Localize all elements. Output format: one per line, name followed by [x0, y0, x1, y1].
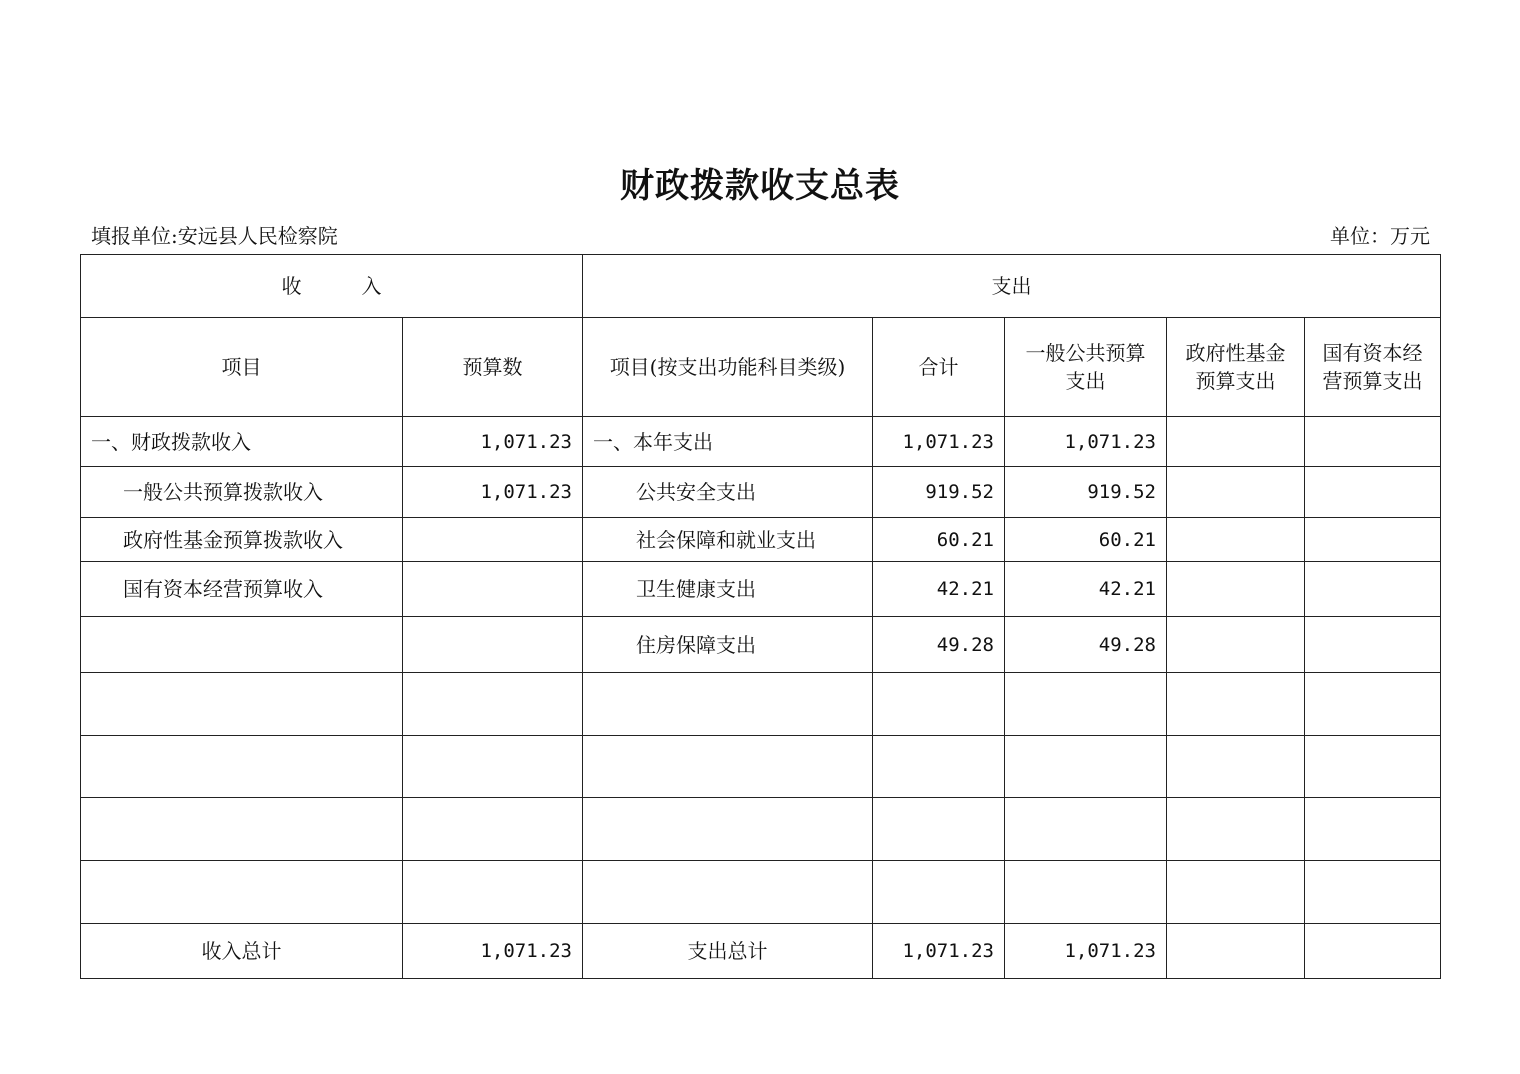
expense-state — [1305, 562, 1441, 617]
income-item: 政府性基金预算拨款收入 — [81, 518, 403, 562]
expense-item: 卫生健康支出 — [583, 562, 873, 617]
expense-total: 919.52 — [873, 467, 1005, 518]
expense-fund-total — [1167, 924, 1305, 979]
header-expense-item: 项目(按支出功能科目类级) — [583, 318, 873, 417]
income-total-value: 1,071.23 — [403, 924, 583, 979]
expense-general: 919.52 — [1005, 467, 1167, 518]
totals-row — [81, 924, 1441, 979]
currency-unit: 单位：万元 — [1330, 224, 1430, 248]
expense-total-value: 1,071.23 — [873, 924, 1005, 979]
income-budget — [403, 617, 583, 673]
empty-row — [81, 861, 1441, 924]
income-item: 一、财政拨款收入 — [81, 417, 403, 467]
table-row — [81, 467, 1441, 518]
page-title: 财政拨款收支总表 — [620, 166, 900, 206]
expense-general: 42.21 — [1005, 562, 1167, 617]
expense-fund — [1167, 518, 1305, 562]
income-item — [81, 617, 403, 673]
table-row — [81, 417, 1441, 467]
expense-general: 49.28 — [1005, 617, 1167, 673]
expense-fund — [1167, 467, 1305, 518]
expense-state — [1305, 617, 1441, 673]
empty-row — [81, 673, 1441, 736]
header-row-group — [81, 255, 1441, 318]
table-row — [81, 562, 1441, 617]
table-row — [81, 617, 1441, 673]
income-budget — [403, 518, 583, 562]
expense-item: 社会保障和就业支出 — [583, 518, 873, 562]
income-total-label: 收入总计 — [81, 924, 403, 979]
header-general-budget: 一般公共预算支出 — [1005, 318, 1167, 417]
header-state-capital: 国有资本经营预算支出 — [1305, 318, 1441, 417]
header-total: 合计 — [873, 318, 1005, 417]
expense-general-total: 1,071.23 — [1005, 924, 1167, 979]
expense-total: 1,071.23 — [873, 417, 1005, 467]
table-row — [81, 518, 1441, 562]
header-fund-budget: 政府性基金预算支出 — [1167, 318, 1305, 417]
reporting-unit: 填报单位:安远县人民检察院 — [91, 224, 338, 248]
expense-state — [1305, 467, 1441, 518]
expense-state-total — [1305, 924, 1441, 979]
expense-total: 60.21 — [873, 518, 1005, 562]
income-budget: 1,071.23 — [403, 417, 583, 467]
expense-total: 42.21 — [873, 562, 1005, 617]
income-budget: 1,071.23 — [403, 467, 583, 518]
expense-fund — [1167, 562, 1305, 617]
header-item: 项目 — [81, 318, 403, 417]
expense-state — [1305, 417, 1441, 467]
expense-general: 1,071.23 — [1005, 417, 1167, 467]
expense-total-label: 支出总计 — [583, 924, 873, 979]
expense-total: 49.28 — [873, 617, 1005, 673]
header-budget: 预算数 — [403, 318, 583, 417]
income-item: 一般公共预算拨款收入 — [81, 467, 403, 518]
expense-item: 公共安全支出 — [583, 467, 873, 518]
income-item: 国有资本经营预算收入 — [81, 562, 403, 617]
header-row-columns — [81, 318, 1441, 417]
expense-item: 一、本年支出 — [583, 417, 873, 467]
expense-general: 60.21 — [1005, 518, 1167, 562]
expense-fund — [1167, 617, 1305, 673]
empty-row — [81, 736, 1441, 798]
empty-row — [81, 798, 1441, 861]
budget-table — [80, 254, 1441, 979]
expense-item: 住房保障支出 — [583, 617, 873, 673]
expense-state — [1305, 518, 1441, 562]
expense-fund — [1167, 417, 1305, 467]
income-budget — [403, 562, 583, 617]
header-income: 收 入 — [81, 255, 583, 318]
header-expense: 支出 — [583, 255, 1441, 318]
